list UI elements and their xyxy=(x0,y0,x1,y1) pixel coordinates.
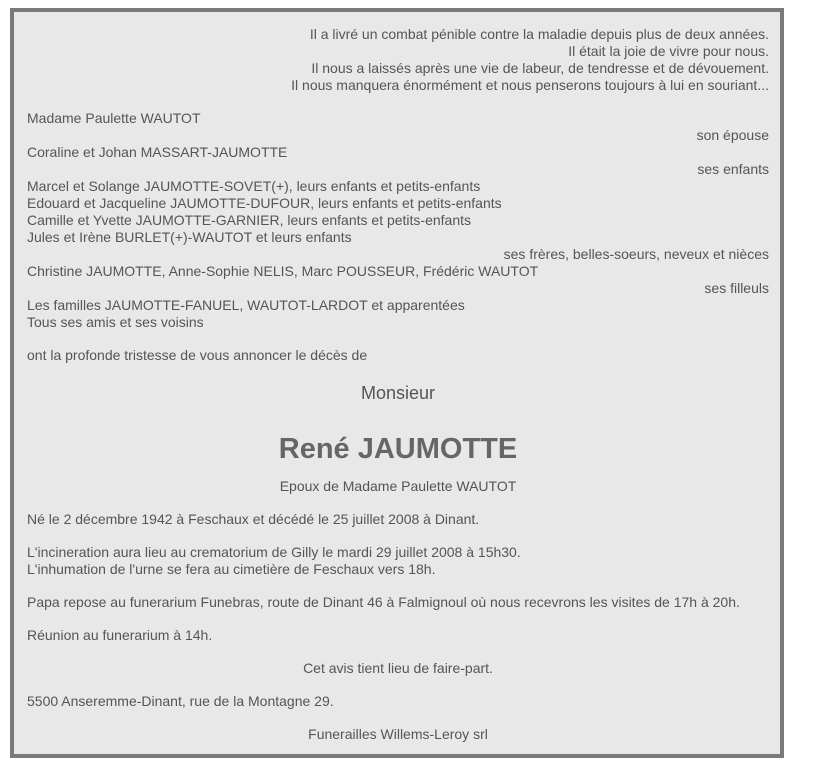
birth-death-line: Né le 2 décembre 1942 à Feschaux et décédé le 25 juillet 2008 à Dinant. xyxy=(27,511,480,527)
inhumation-line: L'inhumation de l'urne se fera au cimetière de Feschaux vers 18h. xyxy=(27,561,436,577)
spouse-role: son épouse xyxy=(696,127,769,143)
address-line: 5500 Anseremme-Dinant, rue de la Montagne 29. xyxy=(27,693,334,709)
sibling-line: Camille et Yvette JAUMOTTE-GARNIER, leurs enfants et petits-enfants xyxy=(27,212,472,228)
obituary-frame xyxy=(10,8,784,758)
spouse-of-line: Epoux de Madame Paulette WAUTOT xyxy=(279,478,517,494)
funerarium-line: Papa repose au funerarium Funebras, route de Dinant 46 à Falmignoul où nous recevrons les visites de 17h à 20h. xyxy=(27,594,740,610)
epitaph-line: Il était la joie de vivre pour nous. xyxy=(568,43,769,59)
notice-line: Cet avis tient lieu de faire-part. xyxy=(303,660,493,676)
sibling-line: Jules et Irène BURLET(+)-WAUTOT et leurs enfants xyxy=(27,229,352,245)
obituary-content xyxy=(27,26,769,743)
announcement-text: ont la profonde tristesse de vous annoncer le décès de xyxy=(27,347,368,363)
epitaph-line: Il nous manquera énormément et nous penserons toujours à lui en souriant... xyxy=(291,77,769,93)
families-line: Les familles JAUMOTTE-FANUEL, WAUTOT-LARDOT et apparentées xyxy=(27,297,465,313)
meeting-line: Réunion au funerarium à 14h. xyxy=(27,627,213,643)
sibling-line: Edouard et Jacqueline JAUMOTTE-DUFOUR, leurs enfants et petits-enfants xyxy=(27,195,502,211)
deceased-name: René JAUMOTTE xyxy=(278,433,518,465)
godchildren-role: ses filleuls xyxy=(704,280,769,296)
sibling-line: Marcel et Solange JAUMOTTE-SOVET(+), leurs enfants et petits-enfants xyxy=(27,178,481,194)
godchildren-name: Christine JAUMOTTE, Anne-Sophie NELIS, Marc POUSSEUR, Frédéric WAUTOT xyxy=(27,263,539,279)
funeral-home-line: Funerailles Willems-Leroy srl xyxy=(308,726,488,742)
friends-line: Tous ses amis et ses voisins xyxy=(27,314,204,330)
epitaph-line: Il a livré un combat pénible contre la maladie depuis plus de deux années. xyxy=(309,26,769,42)
siblings-role: ses frères, belles-soeurs, neveux et nièces xyxy=(503,246,769,262)
cremation-line: L'incineration aura lieu au crematorium de Gilly le mardi 29 juillet 2008 à 15h30. xyxy=(27,544,521,560)
children-name: Coraline et Johan MASSART-JAUMOTTE xyxy=(27,144,288,160)
epitaph-line: Il nous a laissés après une vie de labeur, de tendresse et de dévouement. xyxy=(311,60,769,76)
deceased-title: Monsieur xyxy=(360,383,436,403)
children-role: ses enfants xyxy=(697,161,769,177)
spouse-name: Madame Paulette WAUTOT xyxy=(27,110,201,126)
